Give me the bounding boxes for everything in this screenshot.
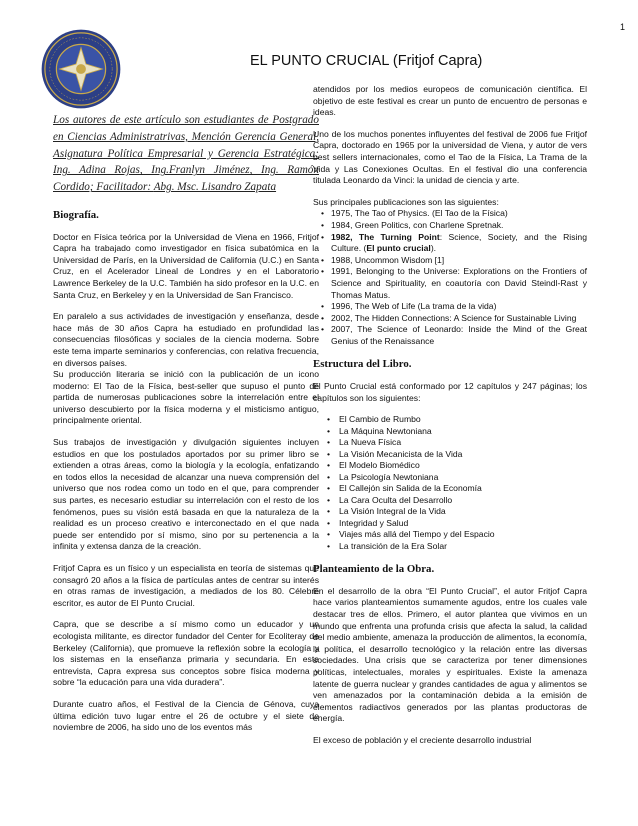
list-item: • La Nueva Física: [313, 437, 587, 449]
left-column: [53, 112, 319, 744]
list-item: • La Visión Integral de la Vida: [313, 506, 587, 518]
chapters-list: [313, 414, 587, 552]
paragraph: Uno de los muchos ponentes influyentes del festival de 2006 fue Fritjof Capra, doctorado en 1965 por la universidad de Viena, y autor de vers best sellers internacionales, como el Tao de la Física, La Trama de la Vida y Las Conexiones Ocultas. En el festival dio una conferencia titulada Leonardo da Vinci: la unidad de ciencia y arte.: [313, 128, 587, 186]
paragraph: En paralelo a sus actividades de investigación y enseñanza, desde hace más de 30 años Capra ha estudiado en profundidad las consecuencias filosóficas y sociales de la ciencia moderna. Sobre este tema imparte seminarios y conferencias, con relativa frecuencia, en diversos países.: [53, 311, 319, 368]
list-item: • La transición de la Era Solar: [313, 541, 587, 553]
paragraph: Doctor en Física teórica por la Universidad de Viena en 1966, Fritjof Capra ha trabajado como investigador en física subatómica en la Universidad de París, en la Universidad de California (U.C.) en Santa Cruz, en el Acelerador Lineal de Londres y en el Laboratorio Lawrence Berkeley de la U.C. También ha sido profesor en la U.C. en Santa Cruz, en Berkeley y en la Universidad de San Francisco.: [53, 231, 319, 300]
list-item: • La Cara Oculta del Desarrollo: [313, 495, 587, 507]
list-item: • 1975, The Tao of Physics. (El Tao de la Física): [313, 208, 587, 220]
book-subtitle: : Science, Society, and the Rising Culture. (: [331, 231, 587, 254]
list-item: • El Callejón sin Salida de la Economía: [313, 483, 587, 495]
list-item: • 2002, The Hidden Connections: A Science for Sustainable Living: [313, 313, 587, 325]
page-number: 1: [620, 22, 626, 32]
paragraph: El Punto Crucial está conformado por 12 capítulos y 247 páginas; los capítulos son los siguientes:: [313, 381, 587, 403]
list-item: • 1984, Green Politics, con Charlene Spretnak.: [313, 220, 587, 232]
university-seal-icon: [40, 28, 122, 110]
list-item: • 1988, Uncommon Wisdom [1]: [313, 255, 587, 267]
book-title-es: El punto crucial: [366, 243, 431, 254]
paragraph: El exceso de población y el creciente desarrollo industrial: [313, 734, 532, 745]
heading-estructura: Estructura del Libro.: [313, 358, 412, 371]
paragraph: En el desarrollo de la obra “El Punto Crucial”, el autor Fritjof Capra hace varios planteamientos sumamente agudos, entre los cuales vale destacar tres de ellos. Primero, el autor plantea que vivimos en un mundo que enfrenta una profunda crisis que afecta la salud, la calidad del medio ambiente, amenaza la producción de alimentos, la economía, la política, el desarrollo tecnológico y la relación entre las diversas sociedades. Una crisis que se caracteriza por tener dimensiones políticas, intelectuales, morales y espirituales. Existe la amenaza latente de guerra nuclear y grandes cantidades de agua y alimentos se ven amenazados por la contaminación debida a la emisión de elementos radiactivos generados por las plantas productoras de energía.: [313, 585, 587, 724]
authors-note: [53, 112, 319, 196]
list-item: • Integridad y Salud: [313, 518, 587, 530]
paragraph: atendidos por los medios europeos de comunicación científica. El objetivo de este festival es crear un punto de encuentro de personas e ideas.: [313, 84, 587, 118]
punctuation: ).: [430, 243, 437, 254]
document-title: EL PUNTO CRUCIAL (Fritjof Capra): [250, 53, 483, 69]
paragraph: Sus trabajos de investigación y divulgación siguientes incluyen estudios en que los postulados aportados por su primer libro se extienden a otras áreas, como la biología y la ecología, enfatizando en todos ellos la necesidad de alcanzar una nueva comprensión del universo que nos rodea como un todo en el que, para comprender sus partes, es necesario estudiar su interrelación con el resto de los fenómenos, pues su visión está basada en que la naturaleza de la realidad es un proceso creativo e interconectado en el que nada puede ser entendido por sí mismo, sino por su pertenencia a la infinita y extensa danza de la creación.: [53, 437, 319, 552]
list-item: • 1991, Belonging to the Universe: Explorations on the Frontiers of Science and Spirituality, en coautoría con David Steindl-Rast y Thomas Matus.: [313, 266, 587, 301]
paragraph: Fritjof Capra es un físico y un especialista en teoría de sistemas que consagró 20 años a la física de partículas antes de centrar su interés en otras ramas de investigación, a mediados de los 80. Célebre escritor, es autor de El Punto Crucial.: [53, 563, 319, 608]
right-column: [313, 84, 587, 757]
paragraph: Su producción literaria se inició con la publicación de un icono moderno: El Tao de la Física, best-seller que supuso el punto de partida de numerosas publicaciones sobre la interrelación entre el universo descubierto por la física moderna y el misticismo antiguo, principalmente oriental.: [53, 369, 319, 426]
heading-biografia: Biografía.: [53, 208, 99, 221]
list-item: • El Modelo Biomédico: [313, 460, 587, 472]
publications-list: [313, 208, 587, 347]
list-item: • La Psicología Newtoniana: [313, 472, 587, 484]
list-item: • 2007, The Science of Leonardo: Inside the Mind of the Great Genius of the Renaissance: [313, 324, 587, 347]
list-item: [313, 232, 587, 255]
authors-text: Los autores de este artículo son estudiantes de Postgrado en Ciencias Administratrivas, Mención Gerencia General, Asignatura Política Empresarial y Gerencia Estratégica: Ing. Adina Rojas, Ing.Franlyn Jiménez, Ing. Ramón Cordido; Facilitador:: [53, 114, 319, 194]
paragraph: Capra, que se describe a sí mismo como un educador y un ecologista militante, es director fundador del Center for Ecoliteray de Berkeley (California), que promueve la reflexión sobre la ecología y los sistemas en la enseñanza primaria y secundaria. En esta entrevista, Capra expresa sus conceptos sobre física moderna y sobre “la educación para una vida duradera”.: [53, 619, 319, 688]
list-item: • La Visión Mecanicista de la Vida: [313, 449, 587, 461]
list-item: • La Máquina Newtoniana: [313, 426, 587, 438]
paragraph: Durante cuatro años, el Festival de la Ciencia de Génova, cuya última edición tuvo lugar entre el 26 de octubre y el siete de noviembre de 2006, ha sido uno de los eventos más: [53, 698, 319, 733]
list-item: • El Cambio de Rumbo: [313, 414, 587, 426]
book-title: 1982, The Turning Point: [331, 231, 440, 242]
list-item: • 1996, The Web of Life (La trama de la vida): [313, 301, 587, 313]
list-item: • Viajes más allá del Tiempo y del Espacio: [313, 529, 587, 541]
publications-intro: Sus principales publicaciones son las siguientes:: [313, 196, 499, 207]
facilitator-name: Abg. Msc. Lisandro Zapata: [153, 181, 277, 194]
heading-planteamiento: Planteamiento de la Obra.: [313, 563, 435, 576]
